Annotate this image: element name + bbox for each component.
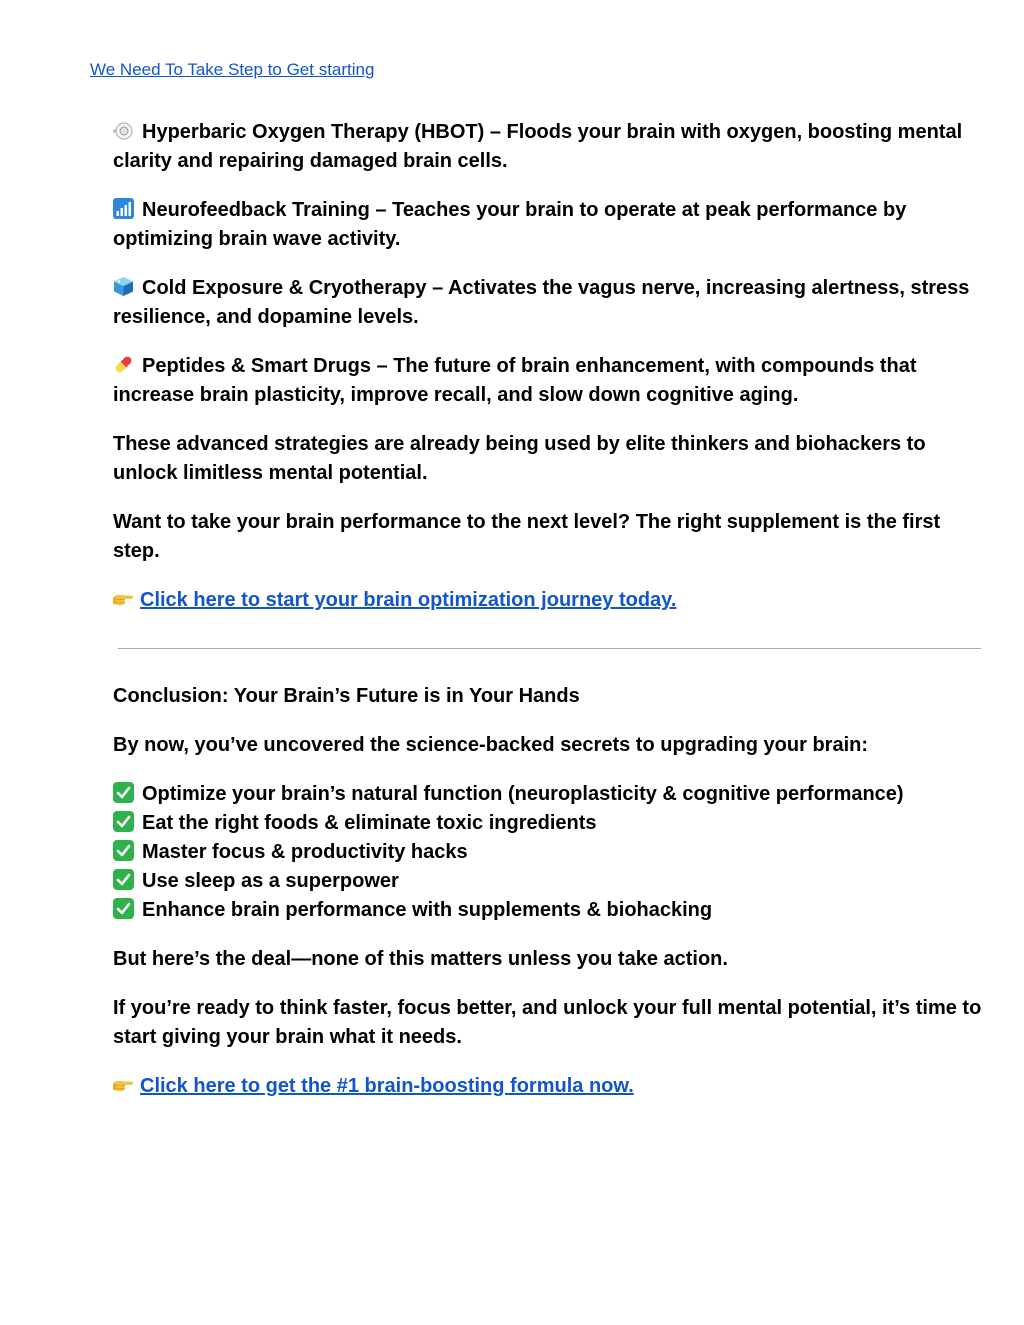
pointing-hand-icon [113,1074,134,1095]
item-hbot [113,118,988,176]
checklist-item [113,896,988,925]
check-mark-icon [113,840,134,861]
item-cold-exposure [113,274,988,332]
horizontal-divider [118,648,981,649]
pointing-hand-icon [113,588,134,609]
top-link[interactable]: We Need To Take Step to Get starting [90,60,375,79]
pill-icon [113,354,134,375]
checklist-text: Use sleep as a superpower [142,870,399,892]
item-title: Peptides & Smart Drugs [142,355,371,377]
cta-paragraph-1 [113,586,988,615]
para-ready: If you’re ready to think faster, focus better, and unlock your full mental potential, it’s time to start giving your brain what it needs. [113,997,982,1048]
ice-cube-icon [113,276,134,297]
item-neurofeedback [113,196,988,254]
checklist-item [113,838,988,867]
checklist-text: Master focus & productivity hacks [142,841,468,863]
bar-chart-icon [113,198,134,219]
checklist-item [113,867,988,896]
checklist-text: Eat the right foods & eliminate toxic ingredients [142,812,597,834]
item-text: – Teaches your brain to operate at peak performance by optimizing brain wave activity. [113,199,907,250]
checklist-text: Optimize your brain’s natural function (neuroplasticity & cognitive performance) [142,783,904,805]
item-title: Cold Exposure & Cryotherapy [142,277,427,299]
item-text: – The future of brain enhancement, with compounds that increase brain plasticity, improve recall, and slow down cognitive aging. [113,355,917,406]
item-text: – Floods your brain with oxygen, boosting mental clarity and repairing damaged brain cells. [113,121,963,172]
document-body [113,118,988,1121]
item-text: – Activates the vagus nerve, increasing alertness, stress resilience, and dopamine levels. [113,277,970,328]
check-mark-icon [113,782,134,803]
conclusion-intro: By now, you’ve uncovered the science-backed secrets to upgrading your brain: [113,734,869,756]
cta-link-text: Click here to start your brain optimization journey today. [140,589,677,611]
checklist-item [113,809,988,838]
check-mark-icon [113,811,134,832]
para-deal: But here’s the deal—none of this matters unless you take action. [113,948,728,970]
checklist-text: Enhance brain performance with supplements & biohacking [142,899,713,921]
cta-link-journey[interactable] [113,589,676,611]
check-mark-icon [113,869,134,890]
item-title: Hyperbaric Oxygen Therapy (HBOT) [142,121,485,143]
checklist [113,780,988,925]
hbot-chamber-icon [113,120,134,141]
para-next-level: Want to take your brain performance to the next level? The right supplement is the first step. [113,511,941,562]
item-title: Neurofeedback Training [142,199,370,221]
item-peptides [113,352,988,410]
check-mark-icon [113,898,134,919]
cta-link-text: Click here to get the #1 brain-boosting formula now. [140,1075,634,1097]
conclusion-heading: Conclusion: Your Brain’s Future is in Your Hands [113,685,580,707]
para-advanced: These advanced strategies are already being used by elite thinkers and biohackers to unlock limitless mental potential. [113,433,926,484]
checklist-item [113,780,988,809]
cta-paragraph-2 [113,1072,988,1101]
cta-link-formula[interactable] [113,1075,634,1097]
